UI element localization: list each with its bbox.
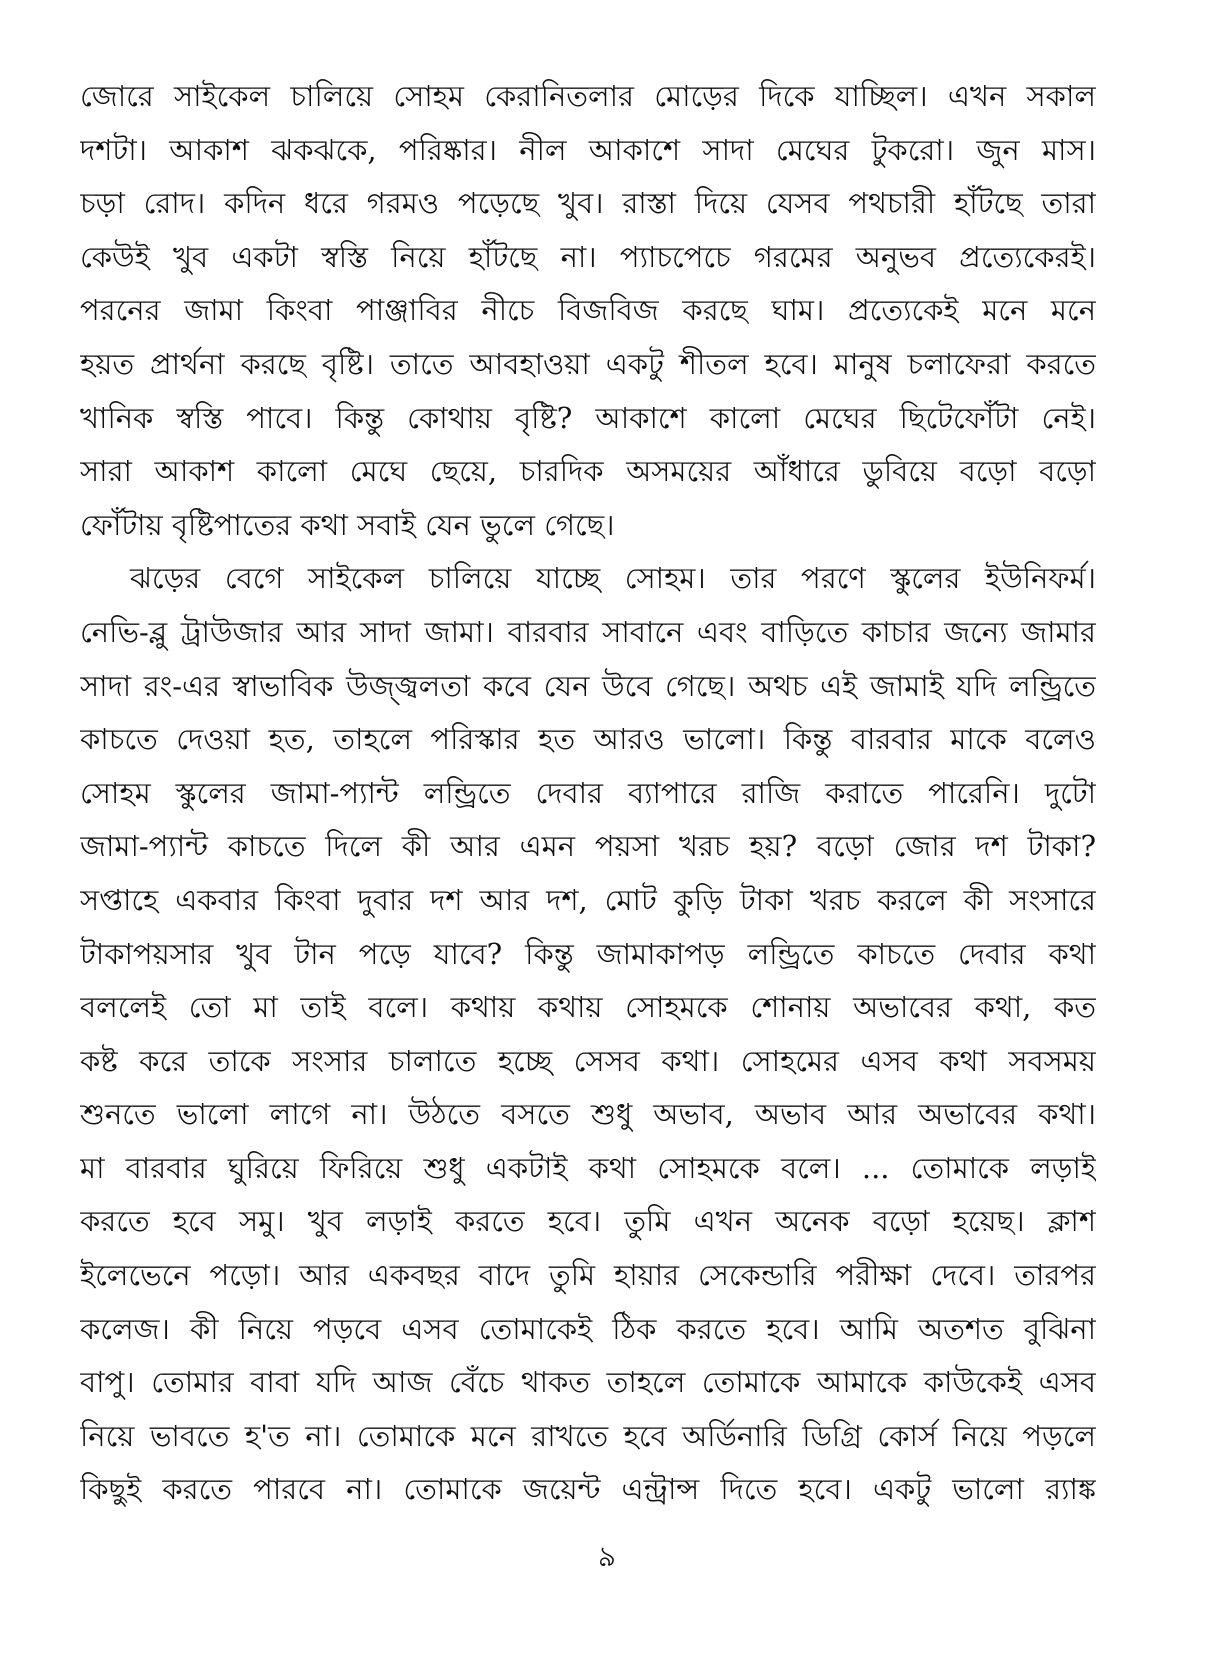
text-line: নিয়ে ভাবতে হ'ত না। তোমাকে মনে রাখতে হবে অর্ডিনারি ডিগ্রি কোর্স নিয়ে পড়লে: [80, 1418, 1096, 1453]
text-line: মা বারবার ঘুরিয়ে ফিরিয়ে শুধু একটাই কথা সোহমকে বলে। ... তোমাকে লড়াই: [80, 1150, 1096, 1185]
text-line: সারা আকাশ কালো মেঘে ছেয়ে, চারদিক অসময়ের আঁধারে ডুবিয়ে বড়ো বড়ো: [80, 454, 1096, 489]
text-line: দশটা। আকাশ ঝকঝকে, পরিষ্কার। নীল আকাশে সাদা মেঘের টুকরো। জুন মাস।: [80, 132, 1096, 167]
text-line: টাকাপয়সার খুব টান পড়ে যাবে? কিন্তু জামাকাপড় লন্ড্রিতে কাচতে দেবার কথা: [80, 936, 1096, 971]
text-line: পরনের জামা কিংবা পাঞ্জাবির নীচে বিজবিজ করছে ঘাম। প্রত্যেকেই মনে মনে: [80, 293, 1096, 328]
text-line: কাচতে দেওয়া হত, তাহলে পরিস্কার হত আরও ভালো। কিন্তু বারবার মাকে বলেও: [80, 722, 1096, 757]
text-line: নেভি-ব্লু ট্রাউজার আর সাদা জামা। বারবার সাবানে এবং বাড়িতে কাচার জন্যে জামার: [80, 614, 1096, 649]
paragraph: [80, 70, 1096, 552]
text-line: সোহম স্কুলের জামা-প্যান্ট লন্ড্রিতে দেবার ব্যাপারে রাজি করাতে পারেনি। দুটো: [80, 775, 1096, 810]
text-line: কিছুই করতে পারবে না। তোমাকে জয়েন্ট এন্ট্রান্স দিতে হবে। একটু ভালো র‍্যাঙ্ক: [80, 1472, 1096, 1507]
text-line: সাদা রং-এর স্বাভাবিক উজ্জ্বলতা কবে যেন উবে গেছে। অথচ এই জামাই যদি লন্ড্রিতে: [80, 668, 1096, 703]
text-line: ইলেভেনে পড়ো। আর একবছর বাদে তুমি হায়ার সেকেন্ডারি পরীক্ষা দেবে। তারপর: [80, 1258, 1096, 1293]
text-line: চড়া রোদ। কদিন ধরে গরমও পড়েছে খুব। রাস্তা দিয়ে যেসব পথচারী হাঁটছে তারা: [80, 186, 1096, 221]
text-line: ঝড়ের বেগে সাইকেল চালিয়ে যাচ্ছে সোহম। তার পরণে স্কুলের ইউনিফর্ম।: [130, 561, 1096, 596]
text-line: জামা-প্যান্ট কাচতে দিলে কী আর এমন পয়সা খরচ হয়? বড়ো জোর দশ টাকা?: [80, 829, 1096, 864]
text-line: বাপু। তোমার বাবা যদি আজ বেঁচে থাকত তাহলে তোমাকে আমাকে কাউকেই এসব: [80, 1365, 1096, 1400]
text-line: কেউই খুব একটা স্বস্তি নিয়ে হাঁটছে না। প্যাচপেচে গরমের অনুভব প্রত্যেকেরই।: [80, 239, 1096, 274]
text-line: খানিক স্বস্তি পাবে। কিন্তু কোথায় বৃষ্টি? আকাশে কালো মেঘের ছিটেফোঁটা নেই।: [80, 400, 1096, 435]
page-body: [80, 70, 1096, 1517]
text-line: করতে হবে সমু। খুব লড়াই করতে হবে। তুমি এখন অনেক বড়ো হয়েছ। ক্লাশ: [80, 1204, 1096, 1239]
text-line: জোরে সাইকেল চালিয়ে সোহম কেরানিতলার মোড়ের দিকে যাচ্ছিল। এখন সকাল: [80, 79, 1096, 113]
text-line: কলেজ। কী নিয়ে পড়বে এসব তোমাকেই ঠিক করতে হবে। আমি অতশত বুঝিনা: [80, 1311, 1096, 1346]
paragraph: [80, 552, 1096, 1517]
text-line: বললেই তো মা তাই বলে। কথায় কথায় সোহমকে শোনায় অভাবের কথা, কত: [80, 990, 1096, 1025]
text-line: হয়ত প্রার্থনা করছে বৃষ্টি। তাতে আবহাওয়া একটু শীতল হবে। মানুষ চলাফেরা করতে: [80, 346, 1096, 381]
text-line: শুনতে ভালো লাগে না। উঠতে বসতে শুধু অভাব, অভাব আর অভাবের কথা।: [80, 1097, 1096, 1132]
text-line: ফোঁটায় বৃষ্টিপাতের কথা সবাই যেন ভুলে গেছে।: [80, 507, 615, 542]
text-line: কষ্ট করে তাকে সংসার চালাতে হচ্ছে সেসব কথা। সোহমের এসব কথা সবসময়: [80, 1043, 1096, 1078]
text-line: সপ্তাহে একবার কিংবা দুবার দশ আর দশ, মোট কুড়ি টাকা খরচ করলে কী সংসারে: [80, 882, 1096, 917]
page-number: ৯: [597, 1540, 617, 1573]
